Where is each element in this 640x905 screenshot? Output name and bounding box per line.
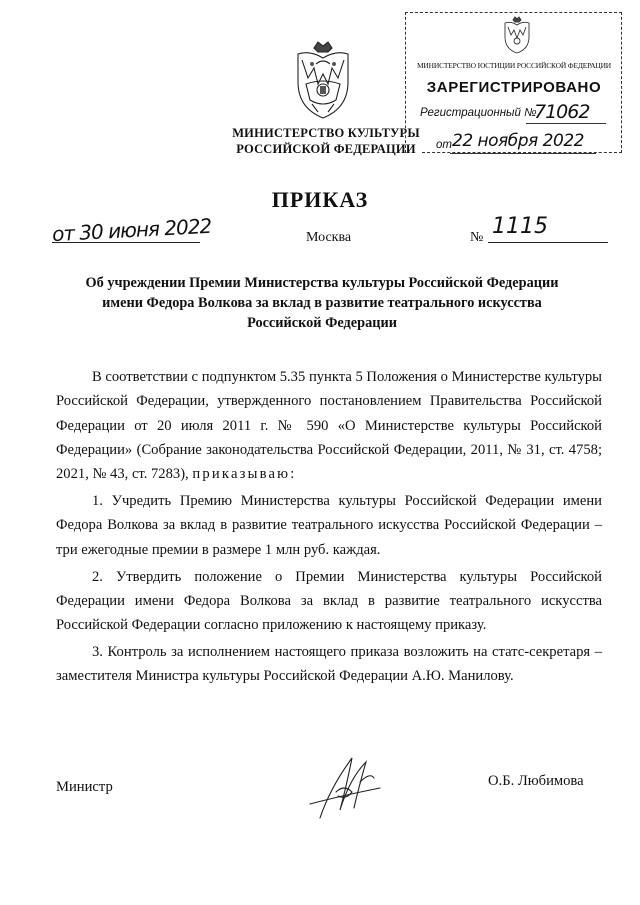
body-intro-paragraph (56, 365, 602, 486)
body-item-2: 2. Утвердить положение о Премии Министерства культуры Российской Федерации имени Федора Волкова за вклад в развитие театрального искусства Российской Федерации согласно приложению к настоящему приказу. (56, 568, 602, 634)
number-sign: № (470, 230, 484, 245)
stamp-date-label: от (436, 139, 452, 151)
stamp-ministry-name: МИНИСТЕРСТВО ЮСТИЦИИ РОССИЙСКОЙ ФЕДЕРАЦИИ (416, 61, 612, 70)
subject-line2: имени Федора Волкова за вклад в развитие театрального искусства (102, 295, 542, 311)
document-body (56, 365, 602, 689)
date-underline (52, 242, 200, 243)
stamp-number-label: Регистрационный № (420, 107, 537, 119)
signatory-role: Министр (56, 779, 113, 795)
stamp-emblem-icon (500, 15, 534, 55)
body-intro-text: В соответствии с подпунктом 5.35 пункта 5 Положения о Министерстве культуры Российской Федерации, утвержденного постановлением Правительства Российской Федерации от 20 июля 2011 г. № 590 «О Министерстве культуры Российской Федерации» (Собрание законодательства Российской Федерации, 2011, № 31, ст. 4758; 2021, № 43, ст. 7283), (56, 369, 602, 483)
document-subject (60, 273, 584, 333)
subject-line1: Об учреждении Премии Министерства культуры Российской Федерации (85, 275, 559, 291)
stamp-number-underline (526, 123, 606, 124)
ministry-header (230, 125, 422, 157)
stamp-registered-label: ЗАРЕГИСТРИРОВАНО (426, 79, 602, 96)
stamp-number-value: 71062 (534, 101, 590, 123)
signatory-name: О.Б. Любимова (488, 773, 584, 789)
stamp-date-underline (450, 153, 596, 154)
coat-of-arms-icon (288, 38, 358, 122)
order-word: приказываю: (192, 466, 297, 483)
ministry-name-line2: РОССИЙСКОЙ ФЕДЕРАЦИИ (236, 142, 416, 156)
document-date: от 30 июня 2022 (51, 213, 212, 247)
body-item-1: 1. Учредить Премию Министерства культуры Российской Федерации имени Федора Волкова за вклад в развитие театрального искусства Российской Федерации – три ежегодные премии в размере 1 млн руб. каждая. (56, 493, 602, 558)
document-number: 1115 (492, 214, 548, 239)
handwritten-signature (300, 748, 390, 828)
stamp-bottom-border (422, 152, 622, 153)
body-item-3: 3. Контроль за исполнением настоящего приказа возложить на статс-секретаря – заместителя Министра культуры Российской Федерации А.Ю. Манилову. (56, 644, 602, 685)
registration-stamp (405, 12, 622, 153)
document-city: Москва (306, 230, 352, 245)
number-underline (488, 242, 608, 243)
ministry-name-line1: МИНИСТЕРСТВО КУЛЬТУРЫ (232, 126, 420, 140)
stamp-date-value: 22 ноября 2022 (452, 131, 584, 151)
document-title: ПРИКАЗ (271, 187, 369, 212)
subject-line3: Российской Федерации (247, 315, 397, 331)
